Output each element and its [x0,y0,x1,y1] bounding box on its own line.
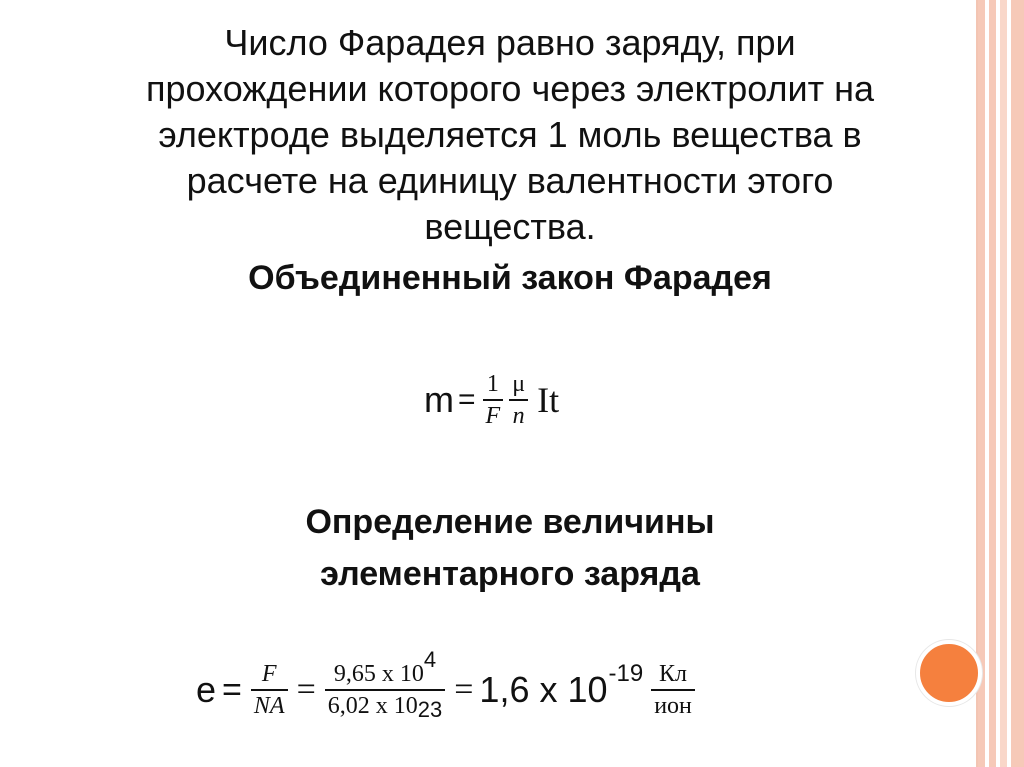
fraction-numerator: F [261,661,277,687]
formula-mass-symbol: m [424,379,454,420]
stripe [989,0,996,767]
stripe [1011,0,1024,767]
equals-sign: = [222,670,242,709]
heading-combined-law: Объединенный закон Фарадея [248,259,772,297]
fraction-unit [651,662,695,718]
fraction-mu-over-n [509,372,528,428]
denominator-exponent: 23 [417,697,443,722]
paragraph-line: вещества. [424,206,596,247]
divider-line [976,0,978,767]
numerator-exponent: 4 [423,647,437,672]
fraction-numerator [331,647,439,689]
faraday-number-definition [70,20,950,250]
fraction-denominator: NA [253,693,285,719]
heading-line: Определение величины [305,503,715,541]
fraction-f-over-na [251,662,288,718]
stripe [978,0,985,767]
result-base: 1,6 x 10 [479,669,608,710]
paragraph-line: Число Фарадея равно заряду, при [224,22,796,63]
unit-numerator: Кл [659,661,688,687]
faraday-law-formula [424,360,559,440]
fraction-one-over-f [483,372,504,428]
decorative-stripes [978,0,1024,767]
equals-sign: = [458,383,476,416]
fraction-denominator [325,691,445,722]
fraction-numeric-values [325,647,445,722]
paragraph-line: расчете на единицу валентности этого [186,160,834,201]
orange-circle-decoration [916,640,982,706]
fraction-denominator: F [485,403,501,429]
formula-charge-symbol: e [196,669,217,710]
fraction-numerator: μ [512,371,526,397]
denominator-base: 6,02 x 10 [327,693,418,719]
heading-elementary-charge [70,496,950,600]
formula-current-time: It [537,380,560,420]
paragraph-line: прохождении которого через электролит на [146,68,874,109]
elementary-charge-formula [196,640,698,740]
equals-sign: = [296,671,316,708]
fraction-denominator: n [512,403,525,429]
fraction-numerator: 1 [486,371,499,397]
paragraph-line: электроде выделяется 1 моль вещества в [158,114,862,155]
equals-sign: = [454,671,474,708]
numerator-base: 9,65 x 10 [333,661,424,687]
stripe [1000,0,1007,767]
unit-denominator: ион [654,693,692,719]
result-exponent: -19 [608,660,644,687]
heading-line: элементарного заряда [320,555,700,593]
